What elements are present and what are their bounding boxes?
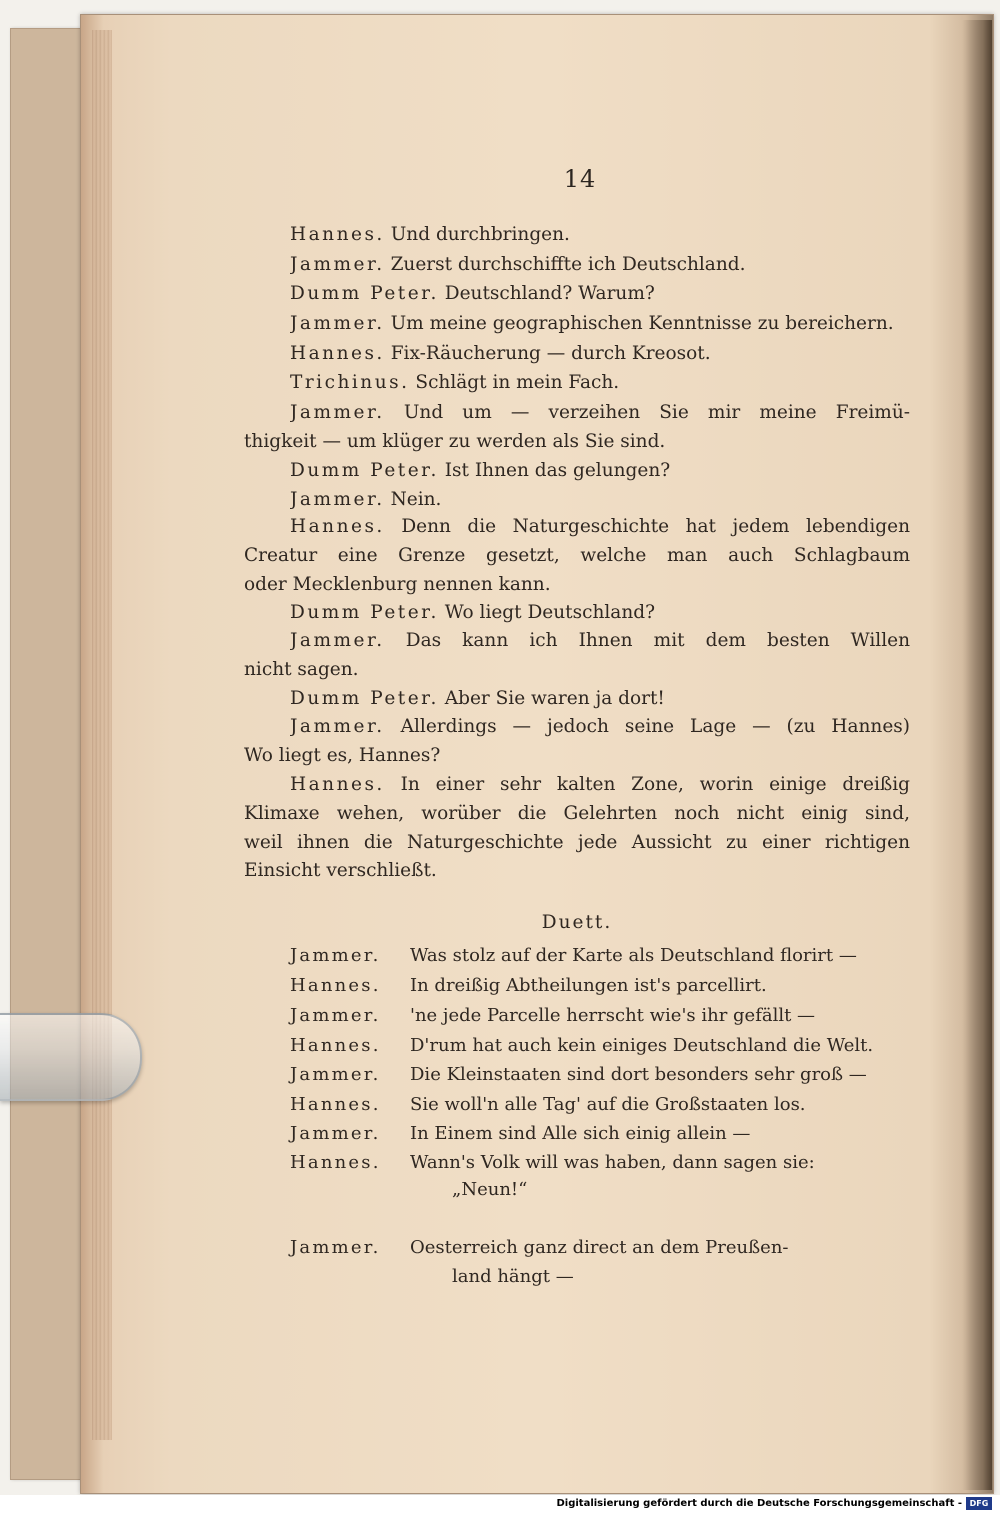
dialogue-line	[244, 799, 910, 828]
lyric-line	[290, 1001, 910, 1030]
dialogue-line	[244, 427, 910, 456]
speaker: Hannes.	[290, 224, 385, 245]
dialogue-line	[290, 339, 910, 368]
lyric-line	[290, 1119, 910, 1148]
line-text: Schlägt in mein Fach.	[415, 372, 620, 393]
dialogue-line	[244, 570, 910, 599]
dialogue-line	[244, 541, 910, 570]
dialogue-line	[290, 250, 910, 279]
speaker: Jammer.	[290, 402, 385, 423]
lyric-text: Wann's Volk will was haben, dann sagen sie:	[410, 1152, 815, 1173]
lyric-text: Die Kleinstaaten sind dort besonders sehr groß —	[410, 1064, 867, 1085]
lyric-text: land hängt —	[452, 1266, 574, 1287]
lyric-text: „Neun!“	[452, 1179, 528, 1200]
speaker: Jammer.	[290, 630, 385, 651]
speaker: Jammer.	[290, 489, 385, 510]
line-text: Deutschland? Warum?	[444, 283, 655, 304]
speaker: Hannes.	[290, 1094, 381, 1115]
line-text: Um meine geographischen Kenntnisse zu bereichern.	[390, 313, 894, 334]
duett-heading: Duett.	[541, 912, 613, 933]
lyric-text: D'rum hat auch kein einiges Deutschland die Welt.	[410, 1035, 874, 1056]
lyric-line	[290, 1031, 910, 1060]
line-text: nicht sagen.	[244, 659, 359, 680]
dialogue-line	[244, 655, 910, 684]
speaker: Dumm Peter.	[290, 688, 439, 709]
page-edges	[92, 30, 112, 1440]
speaker: Jammer.	[290, 1005, 381, 1026]
speaker: Jammer.	[290, 716, 385, 737]
line-text: Fix-Räucherung — durch Kreosot.	[390, 343, 711, 364]
dialogue-line	[290, 770, 910, 799]
line-text: Einsicht verschließt.	[244, 860, 437, 881]
lyric-line	[290, 971, 910, 1000]
dialogue-line	[290, 712, 910, 741]
speaker: Trichinus.	[290, 372, 410, 393]
line-text: weil ihnen die Naturgeschichte jede Aussicht zu einer richtigen	[244, 832, 910, 853]
lyric-line	[290, 1233, 910, 1262]
lyric-text: In dreißig Abtheilungen ist's parcellirt.	[410, 975, 767, 996]
lyric-text: Was stolz auf der Karte als Deutschland florirt —	[410, 945, 857, 966]
dialogue-line	[290, 626, 910, 655]
lyric-line	[452, 1262, 1000, 1291]
dialogue-line	[244, 741, 910, 770]
footer-credit: Digitalisierung gefördert durch die Deutsche Forschungsgemeinschaft -	[556, 1498, 962, 1509]
dialogue-line	[244, 828, 910, 857]
line-text: Zuerst durchschiffte ich Deutschland.	[390, 254, 746, 275]
dialogue-line	[244, 856, 910, 885]
speaker: Hannes.	[290, 516, 385, 537]
line-text: Denn die Naturgeschichte hat jedem lebendigen	[401, 516, 910, 537]
speaker: Hannes.	[290, 774, 385, 795]
speaker: Hannes.	[290, 1035, 381, 1056]
lyric-line	[290, 1060, 910, 1089]
line-text: Allerdings — jedoch seine Lage — (zu Hannes)	[400, 716, 910, 737]
dialogue-line	[290, 220, 910, 249]
line-text: Klimaxe wehen, worüber die Gelehrten noch nicht einig sind,	[244, 803, 910, 824]
speaker: Hannes.	[290, 975, 381, 996]
line-text: Wo liegt es, Hannes?	[244, 745, 441, 766]
line-text: Nein.	[390, 489, 442, 510]
line-text: Creatur eine Grenze gesetzt, welche man auch Schlagbaum	[244, 545, 910, 566]
speaker: Dumm Peter.	[290, 602, 439, 623]
lyric-text: 'ne jede Parcelle herrscht wie's ihr gefällt —	[410, 1005, 816, 1026]
speaker: Jammer.	[290, 1064, 381, 1085]
lyric-line	[290, 941, 910, 970]
speaker: Jammer.	[290, 1123, 381, 1144]
dialogue-line	[290, 456, 910, 485]
speaker: Dumm Peter.	[290, 283, 439, 304]
speaker: Hannes.	[290, 343, 385, 364]
speaker: Hannes.	[290, 1152, 381, 1173]
dialogue-line	[290, 485, 910, 514]
speaker: Jammer.	[290, 1237, 381, 1258]
line-text: Und um — verzeihen Sie mir meine Freimü-	[403, 402, 910, 423]
dialogue-line	[290, 684, 910, 713]
dialogue-line	[290, 279, 910, 308]
line-text: Das kann ich Ihnen mit dem besten Willen	[405, 630, 910, 651]
speaker: Jammer.	[290, 254, 385, 275]
line-text: Aber Sie waren ja dort!	[444, 688, 665, 709]
lyric-line	[290, 1090, 910, 1119]
lyric-text: In Einem sind Alle sich einig allein —	[410, 1123, 751, 1144]
page-clip	[0, 1013, 142, 1101]
dialogue-line	[290, 309, 910, 338]
page-number: 14	[563, 165, 597, 193]
line-text: Ist Ihnen das gelungen?	[444, 460, 671, 481]
line-text: oder Mecklenburg nennen kann.	[244, 574, 551, 595]
speaker: Jammer.	[290, 313, 385, 334]
lyric-line	[452, 1175, 1000, 1204]
dialogue-line	[290, 598, 910, 627]
speaker: Jammer.	[290, 945, 381, 966]
dialogue-line	[290, 398, 910, 427]
line-text: Und durchbringen.	[390, 224, 570, 245]
lyric-line	[290, 1148, 910, 1177]
speaker: Dumm Peter.	[290, 460, 439, 481]
lyric-text: Oesterreich ganz direct an dem Preußen-	[410, 1237, 789, 1258]
line-text: Wo liegt Deutschland?	[444, 602, 655, 623]
dfg-logo-icon: DFG	[966, 1497, 992, 1510]
line-text: In einer sehr kalten Zone, worin einige dreißig	[400, 774, 910, 795]
lyric-text: Sie woll'n alle Tag' auf die Großstaaten los.	[410, 1094, 806, 1115]
dialogue-line	[290, 512, 910, 541]
line-text: thigkeit — um klüger zu werden als Sie sind.	[244, 431, 666, 452]
dialogue-line	[290, 368, 910, 397]
